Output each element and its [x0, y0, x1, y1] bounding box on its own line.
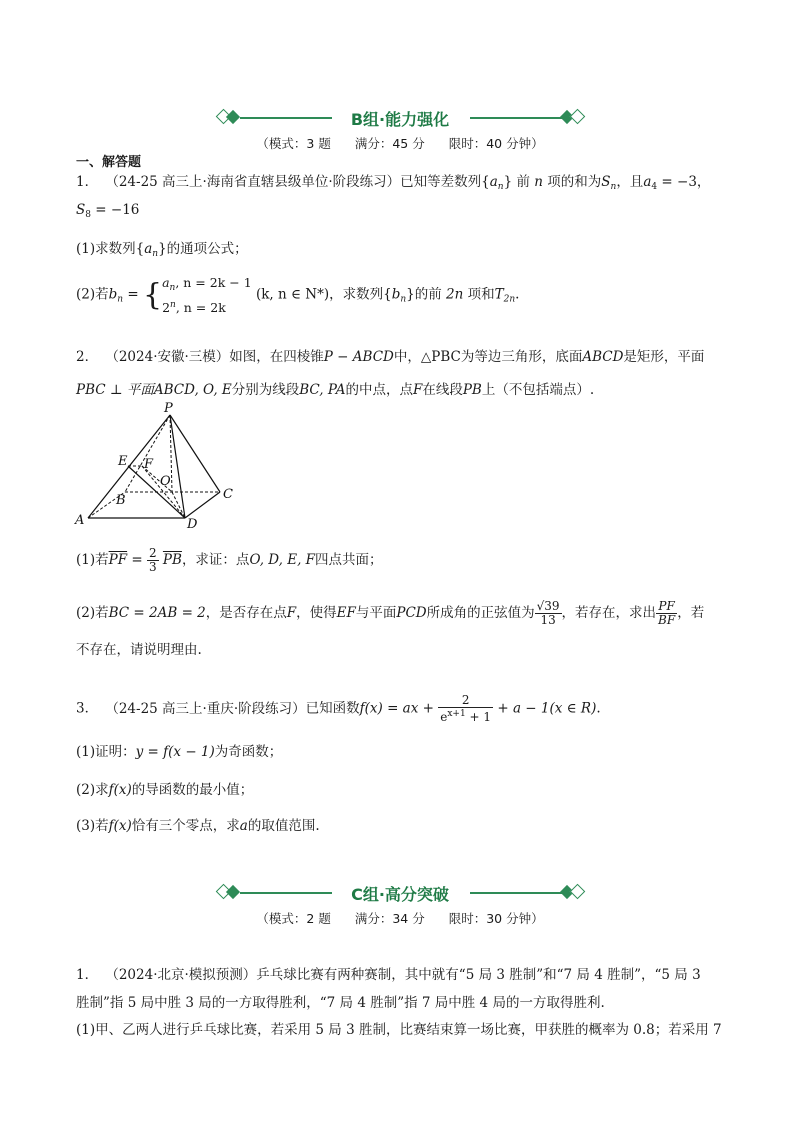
c1-line3: (1)甲、乙两人进行乒乓球比赛，若采用 5 局 3 胜制，比赛结束算一场比赛，甲获胜的概率为 0.8；若采用 7 [76, 1022, 722, 1038]
diamond-icon [226, 110, 240, 124]
label-a: A [75, 513, 85, 528]
section-b-banner [0, 107, 800, 129]
c1-line1: 1． （2024·北京·模拟预测）乒乓球比赛有两种赛制，其中就有“5 局 3 胜制”和“7 局 4 胜制”，“5 局 3 [76, 967, 701, 983]
label-c: C [223, 487, 233, 502]
label-d: D [187, 517, 198, 530]
q2-part2: (2)若BC = 2AB = 2，是否存在点F，使得EF与平面PCD所成角的正弦值为 $\frac{√39}{13}$ ，若存在，求出 $\frac{PF}{BF}$ ，若 [76, 599, 705, 627]
label-f: F [144, 457, 154, 472]
section-b-title: B组·能力强化 [350, 110, 450, 129]
c1-line2: 胜制”指 5 局中胜 3 局的一方取得胜利，“7 局 4 胜制”指 7 局中胜 4 局的一方取得胜利. [76, 995, 605, 1011]
label-p: P [164, 401, 173, 416]
q2-line1: 2． （2024·安徽·三模）如图，在四棱锥P − ABCD中，△PBC为等边三角形，底面ABCD是矩形，平面 [76, 349, 705, 365]
edge-pc [170, 415, 220, 492]
label-e: E [118, 454, 128, 469]
q3-line1: 3． （24-25 高三上·重庆·阶段练习）已知函数f(x) = ax + $\frac{2}{e^{x+1} + 1}$ + a − 1(x ∈ R). [76, 693, 601, 724]
q2-line2: PBC ⊥ 平面ABCD, O, E分别为线段BC, PA的中点，点F在线段PB上（不包括端点）. [76, 382, 595, 398]
q1-line1: 1． （24-25 高三上·海南省直辖县级单位·阶段练习）已知等差数列$\{a_n\}$ 前 n 项的和为$S_n$，且$a_4 = -3$， [76, 174, 711, 192]
section-b-meta: （模式：3 题 满分：45 分 限时：40 分钟） [256, 136, 544, 151]
q3-part3: (3)若f(x)恰有三个零点，求a的取值范围. [76, 818, 320, 834]
q2-part2-line2: 不存在，请说明理由. [76, 642, 202, 658]
diamond-icon [226, 885, 240, 899]
section-c-title: C组·高分突破 [351, 885, 449, 904]
q3-part2: (2)求f(x)的导函数的最小值； [76, 782, 254, 798]
divider [470, 117, 562, 119]
divider [240, 892, 332, 894]
label-o: O [160, 474, 171, 489]
q1-part1: (1)求数列$\{a_n\}$的通项公式； [76, 241, 248, 259]
edge-dc [185, 492, 220, 518]
q1-line2: $S_8 = -16$ [76, 202, 140, 220]
q1-part2: (2)若$b_n = \{a_n$, n = 2k − 1 2$^n$, n = 2k (k, n ∈ N*)，求数列$\{b_n\}$的前 2n 项和$T_{2n}$. [76, 275, 520, 315]
section-c-banner [0, 882, 800, 904]
diamond-icon [570, 109, 586, 125]
q3-part1: (1)证明：y = f(x − 1)为奇函数； [76, 744, 283, 760]
diamond-icon [570, 884, 586, 900]
pyramid-figure [70, 400, 245, 530]
divider [240, 117, 332, 119]
divider [470, 892, 562, 894]
section-c-meta: （模式：2 题 满分：34 分 限时：30 分钟） [256, 911, 544, 926]
q2-part1: (1)若$\overline{PF}$ = $\frac{2}{3}$ $\overline{PB}$，求证：点O, D, E, F四点共面； [76, 546, 383, 574]
section-heading: 一、解答题 [76, 155, 142, 170]
label-b: B [116, 493, 126, 508]
